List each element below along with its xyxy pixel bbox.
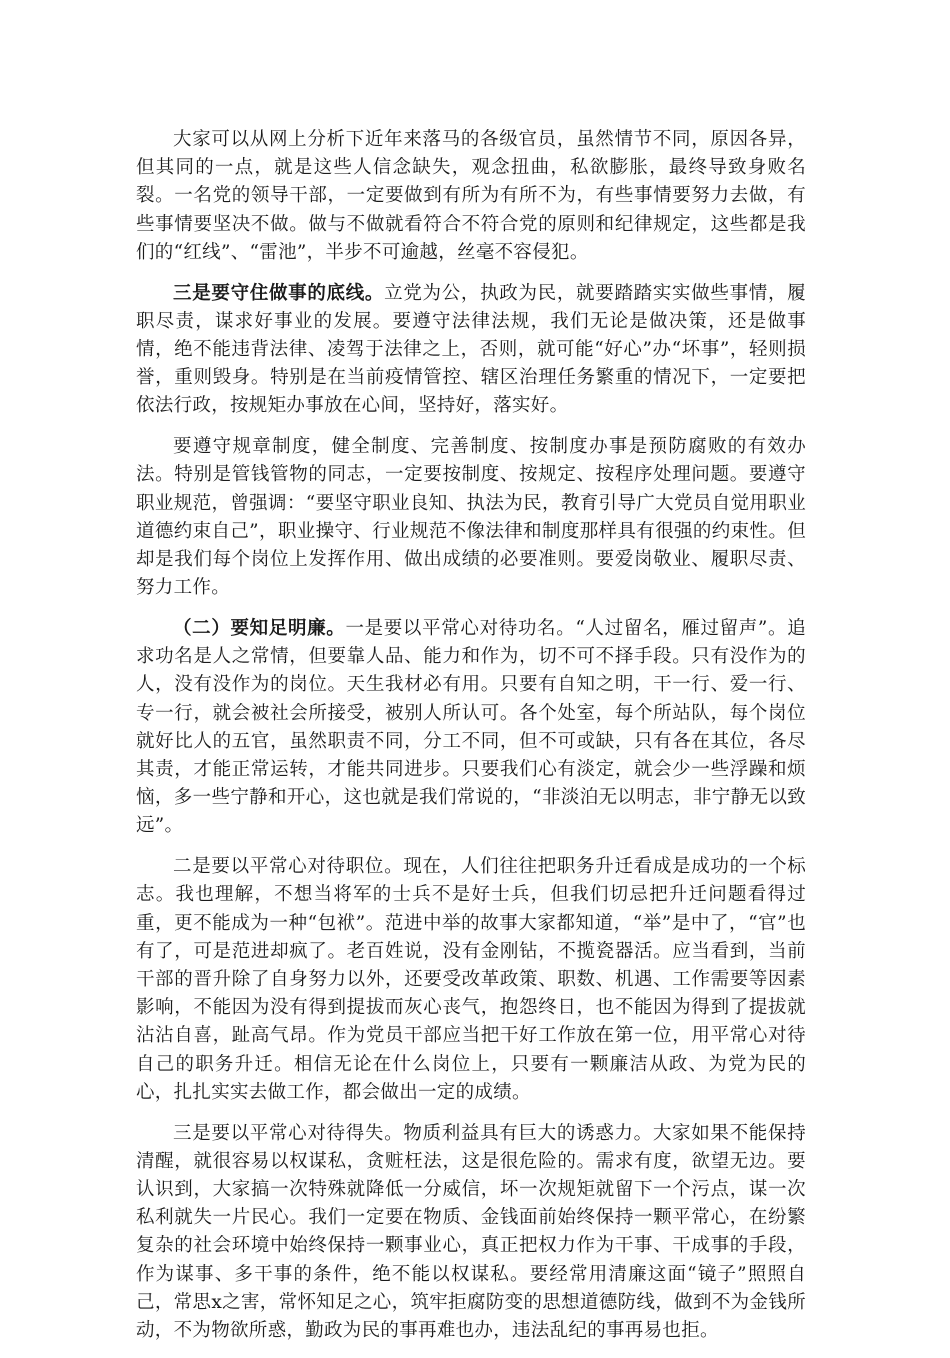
paragraph-5 xyxy=(136,853,806,1107)
paragraph-text: 一是要以平常心对待功名。“人过留名，雁过留声”。追求功名是人之常情，但要靠人品、能力和作为，切不可不择手段。只有没作为的人，没有没作为的岗位。天生我材必有用。只要有自知之明，干一行、爱一行、专一行，就会被社会所接受，被别人所认可。各个处室，每个所站队，每个岗位就好比人的五官，虽然职责不同，分工不同，但不可或缺，只有各在其位，各尽其责，才能正常运转，才能共同进步。只要我们心有淡定，就会少一些浮躁和烦恼，多一些宁静和开心，这也就是我们常说的，“非淡泊无以明志，非宁静无以致远”。 xyxy=(136,618,807,837)
paragraph-lead: 三是要守住做事的底线。 xyxy=(173,282,385,304)
paragraph-text: 大家可以从网上分析下近年来落马的各级官员，虽然情节不同，原因各异，但其同的一点，就是这些人信念缺失，观念扭曲，私欲膨胀，最终导致身败名裂。一名党的领导干部，一定要做到有所为有所不为，有些事情要努力去做，有些事情要坚决不做。做与不做就看符合不符合党的原则和纪律规定，这些都是我们的“红线”、“雷池”，半步不可逾越，丝毫不容侵犯。 xyxy=(136,129,806,263)
paragraph-6 xyxy=(136,1120,806,1346)
paragraph-4 xyxy=(136,615,806,841)
paragraph-3 xyxy=(136,433,806,602)
paragraph-text: 二是要以平常心对待职位。现在，人们往往把职务升迁看成是成功的一个标志。我也理解，不想当将军的士兵不是好士兵，但我们切忌把升迁问题看得过重，更不能成为一种“包袱”。范进中举的故事大家都知道，“举”是中了，“官”也有了，可是范进却疯了。老百姓说，没有金刚钻，不揽瓷器活。应当看到，当前干部的晋升除了自身努力以外，还要受改革政策、职数、机遇、工作需要等因素影响，不能因为没有得到提拔而灰心丧气，抱怨终日，也不能因为得到了提拔就沾沾自喜，趾高气昂。作为党员干部应当把干好工作放在第一位，用平常心对待自己的职务升迁。相信无论在什么岗位上，只要有一颗廉洁从政、为党为民的心，扎扎实实去做工作，都会做出一定的成绩。 xyxy=(136,856,806,1103)
paragraph-1 xyxy=(136,126,806,267)
paragraph-lead: （二）要知足明廉。 xyxy=(173,618,346,640)
document-body xyxy=(136,126,806,1358)
paragraph-2 xyxy=(136,280,806,421)
paragraph-text: 三是要以平常心对待得失。物质利益具有巨大的诱惑力。大家如果不能保持清醒，就很容易以权谋私，贪赃枉法，这是很危险的。需求有度，欲望无边。要认识到，大家搞一次特殊就降低一分威信，坏一次规矩就留下一个污点，谋一次私利就失一片民心。我们一定要在物质、金钱面前始终保持一颗平常心，在纷繁复杂的社会环境中始终保持一颗事业心，真正把权力作为干事、干成事的手段，作为谋事、多干事的条件，绝不能以权谋私。要经常用清廉这面“镜子”照照自己，常思x之害，常怀知足之心，筑牢拒腐防变的思想道德防线，做到不为金钱所动，不为物欲所惑，勤政为民的事再难也办，违法乱纪的事再易也拒。 xyxy=(136,1122,806,1342)
paragraph-text: 要遵守规章制度，健全制度、完善制度、按制度办事是预防腐败的有效办法。特别是管钱管物的同志，一定要按制度、按规定、按程序处理问题。要遵守职业规范，曾强调：“要坚守职业良知、执法为民，教育引导广大党员自觉用职业道德约束自己”，职业操守、行业规范不像法律和制度那样具有很强的约束性。但却是我们每个岗位上发挥作用、做出成绩的必要准则。要爱岗敬业、履职尽责、努力工作。 xyxy=(136,436,806,599)
paragraph-text: 立党为公，执政为民，就要踏踏实实做些事情，履职尽责，谋求好事业的发展。要遵守法律法规，我们无论是做决策，还是做事情，绝不能违背法律、凌驾于法律之上，否则，就可能“好心”办“坏事”，轻则损誉，重则毁身。特别是在当前疫情管控、辖区治理任务繁重的情况下，一定要把依法行政，按规矩办事放在心间，坚持好，落实好。 xyxy=(136,282,806,417)
